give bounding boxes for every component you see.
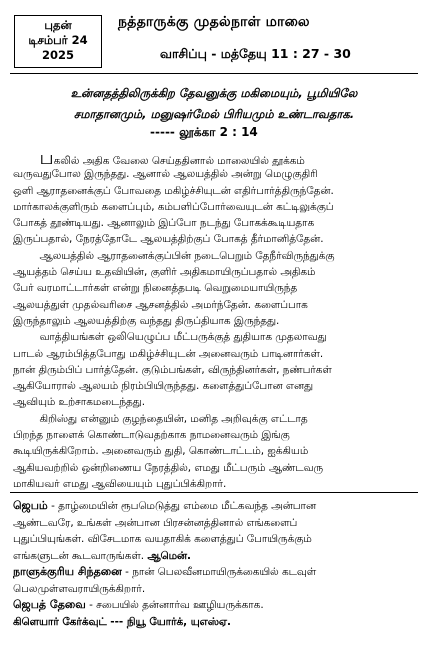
prayer-line: எங்களுடன் கூடவாருங்கள். ஆமென். bbox=[13, 549, 191, 562]
thought-label: நாளுக்குரிய சிந்தனை bbox=[13, 565, 122, 578]
date-box bbox=[14, 15, 102, 68]
body-line: ஆவியும் உற்சாகமடைந்தது. bbox=[13, 396, 146, 409]
thought-line: பெலமுள்ளவராயிருக்கிறார். bbox=[13, 582, 146, 595]
prayer-label: ஜெபம் bbox=[13, 499, 48, 512]
thought-line: நாளுக்குரிய சிந்தனை - நான் பெலவீனமாயிருக்கையில் கடவுள் bbox=[13, 565, 317, 578]
date-month-day: டிசம்பர் 24 bbox=[28, 33, 88, 47]
body-line: ஆலயத்துள் முதல்வரிசை ஆசனத்தில் அமர்ந்தேன். களைப்பாக bbox=[13, 298, 308, 311]
body-line: கூடியிருக்கிறோம். அனைவரும் துதி, கொண்டாட்டம், ஐக்கியம் bbox=[13, 445, 309, 458]
prayer-line: புதுப்பியுங்கள். விசேடமாக வயதாகிக் களைத்துப் போயிருக்கும் bbox=[13, 533, 312, 545]
body-line: வாத்தியங்கள் ஒலியெழுப்ப மீட்பருக்குத் துதியாக முதலாவது bbox=[39, 331, 327, 344]
body-line: நான் திரும்பிப் பார்த்தேன். குடும்பங்கள், விருந்தினர்கள், நண்பர்கள் bbox=[13, 363, 332, 376]
date-year: 2025 bbox=[41, 48, 74, 62]
body-line: இருப்பதால், நேரத்தோடே ஆலயத்திற்குப் போகத் தீர்மானித்தேன். bbox=[13, 233, 324, 246]
key-verse-line-2: சமாதானமும், மனுஷர்மேல் பிரியமும் உண்டாவதாக. bbox=[73, 107, 355, 121]
devotional-body bbox=[13, 150, 415, 492]
body-line: மார்காலக்குளிரும் களைப்பும், கம்பளிப்போர்வையுடன் கட்டிலுக்குப் bbox=[13, 200, 334, 213]
body-line: பாடல் ஆரம்பித்தபோது மகிழ்ச்சியுடன் அனைவரும் பாடினார்கள். bbox=[13, 347, 324, 360]
date-day: புதன் bbox=[44, 18, 72, 32]
body-line: பிறந்த நாளைக் கொண்டாடுவதற்காக நாமனைவரும் இங்கு bbox=[13, 429, 290, 442]
amen: ஆமென். bbox=[147, 549, 191, 562]
prayer-line: ஜெபம் - தாழ்மையின் ரூபமெடுத்து எம்மை மீட்கவந்த அன்பான bbox=[13, 499, 317, 512]
devotional-footer bbox=[13, 498, 417, 630]
prayer-line: ஆண்டவரே, உங்கள் அன்பான பிரசன்னத்தினால் எங்களைப் bbox=[13, 516, 298, 529]
drop-cap: ப bbox=[39, 150, 54, 167]
reading-reference: வாசிப்பு - மத்தேயு 11 : 27 - 30 bbox=[160, 46, 351, 61]
body-line: போகத் தூண்டியது. ஆனாலும் இப்போ நடந்து போகக்கூடியதாக bbox=[13, 217, 315, 230]
page-title: நத்தாருக்கு முதல்நாள் மாலை bbox=[118, 14, 310, 30]
body-line: ஒளி ஆராதனைக்குப் போவதை மகிழ்ச்சியுடன் எதிர்பார்த்திருந்தேன். bbox=[13, 184, 334, 197]
body-line: ஆயத்தம் செய்ய உதவியின், குளிர் அதிகமாயிருப்பதால் அதிகம் bbox=[13, 266, 316, 279]
body-line: ஆகியவற்றில் ஒன்றிணைய நேரத்தில், எமது மீட்பரும் ஆண்டவரு bbox=[13, 461, 324, 474]
key-verse-line-1: உன்னதத்திலிருக்கிற தேவனுக்கு மகிமையும், பூமியிலே bbox=[70, 86, 358, 100]
top-divider bbox=[10, 73, 418, 74]
verse-reference: ----- லூக்கா 2 : 14 bbox=[150, 125, 258, 139]
body-line: ஆலயத்தில் ஆராதனைக்குப்பின் நடைபெறும் தேநீர்விருந்துக்கு bbox=[39, 249, 335, 262]
body-line: பேர் வரமாட்டார்கள் என்று நினைத்தபடி வெறுமையாயிருந்த bbox=[13, 282, 298, 295]
prayer-need-line: ஜெபத் தேவை - சபையில் தன்னார்வ ஊழியருக்காக. bbox=[13, 598, 264, 611]
body-line: பகலில் அதிக வேலை செய்ததினால் மாலையில் தூக்கம் bbox=[13, 150, 415, 166]
body-line: கிறிஸ்து என்னும் குழந்தையின், மனித அறிவுக்கு எட்டாத bbox=[39, 412, 308, 425]
key-verse bbox=[12, 83, 416, 125]
body-line: வருவதுபோல இருந்தது. ஆனால் ஆலயத்தில் அன்று மெழுகுதிரி bbox=[13, 168, 318, 181]
bottom-divider bbox=[10, 492, 418, 493]
body-line: இருந்தாலும் ஆலயத்திற்கு வந்தது திருப்தியாக இருந்தது. bbox=[13, 314, 280, 327]
author-line: கிளெயார் கேர்க்வுட் --- நியூ யோர்க், யுஎஸ்ஏ. bbox=[13, 615, 231, 628]
body-line: ஆகியோரால் ஆலயம் நிரம்பியிருந்தது. களைத்துப்போன எனது bbox=[13, 380, 314, 393]
prayer-need-label: ஜெபத் தேவை bbox=[13, 598, 86, 611]
body-line: மாகியவர் எமது ஆவியையும் புதுப்பிக்கிறார். bbox=[13, 477, 227, 490]
